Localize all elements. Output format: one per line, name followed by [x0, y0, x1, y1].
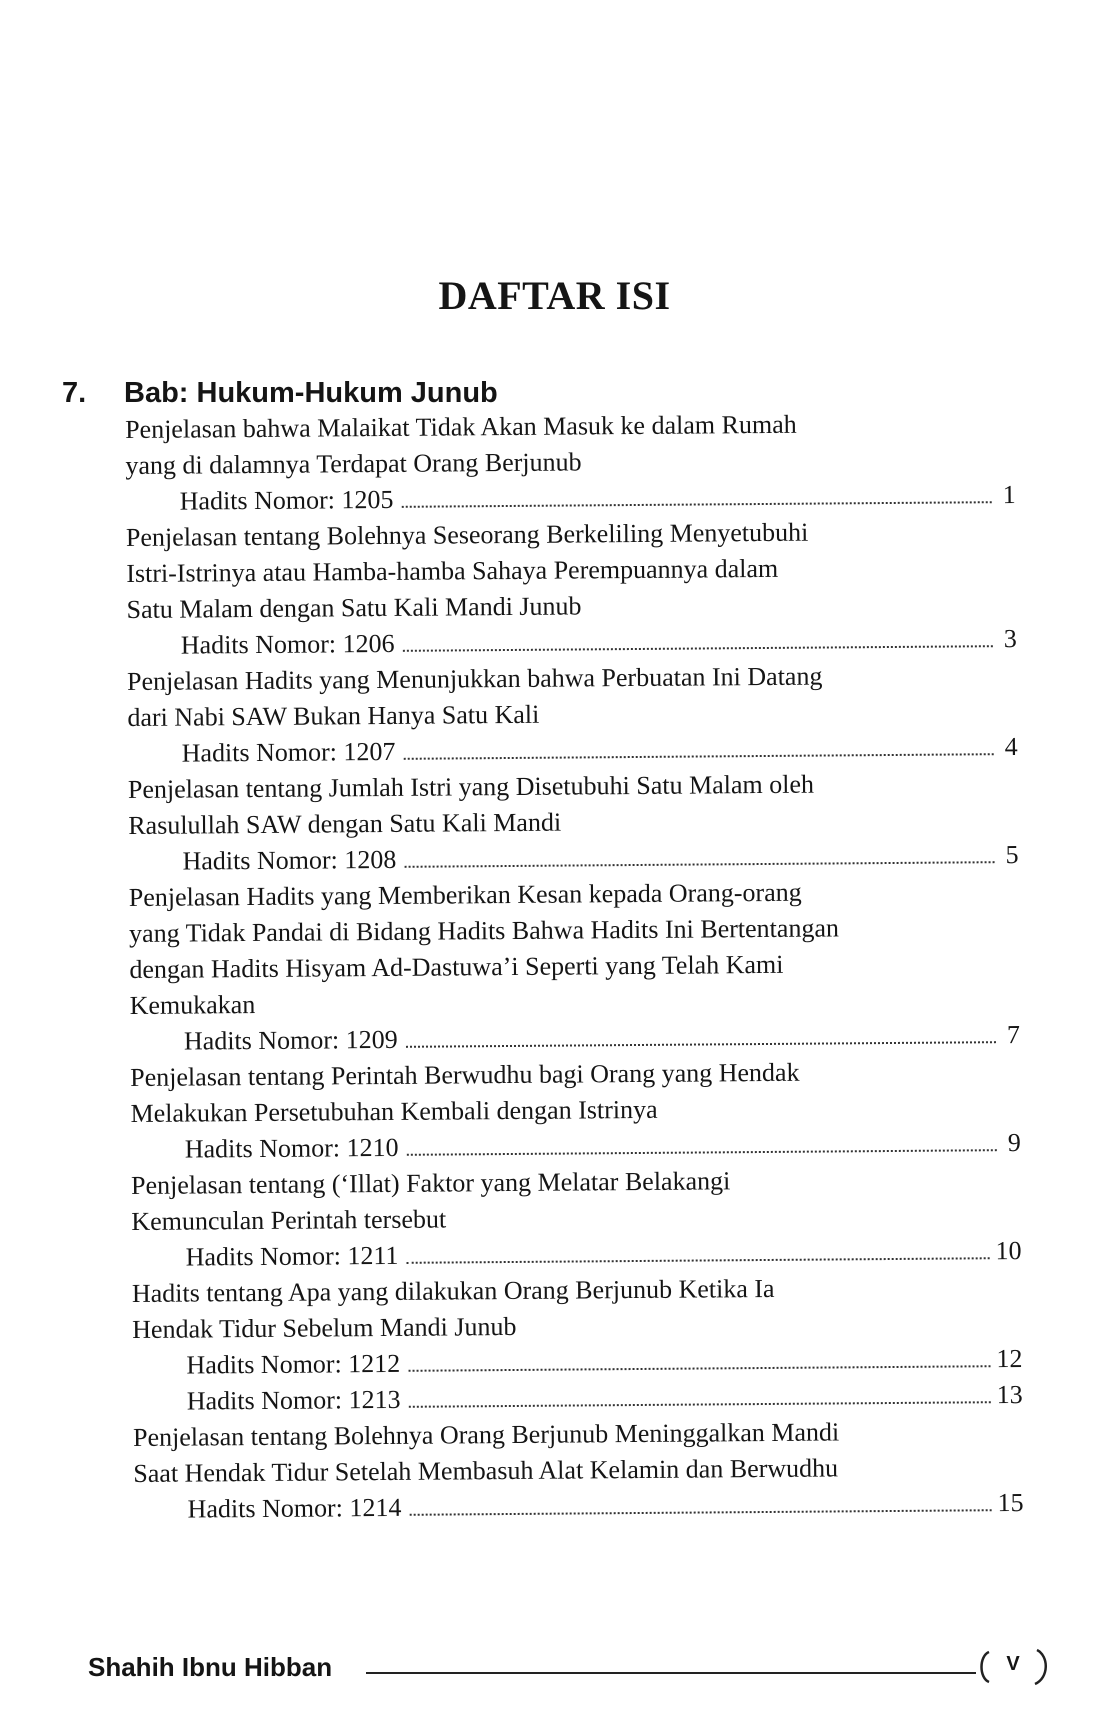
dot-leader	[409, 1401, 991, 1408]
hadith-number-label: Hadits Nomor: 1214	[187, 1492, 402, 1524]
toc-page-number: 5	[1005, 839, 1019, 870]
dot-leader	[402, 501, 992, 508]
dot-leader	[406, 1041, 996, 1048]
toc-page-number: 12	[996, 1343, 1023, 1374]
toc-entry-description-line: Penjelasan tentang Jumlah Istri yang Disetubuhi Satu Malam oleh	[127, 769, 815, 804]
dot-leader	[407, 1149, 997, 1156]
dot-leader	[406, 1257, 989, 1264]
toc-page-number: 15	[997, 1487, 1024, 1518]
toc-entry-description-line: Kemukakan	[129, 989, 256, 1020]
toc-entry-description-line: Kemunculan Perintah tersebut	[131, 1204, 447, 1236]
toc-entry-description-line: Penjelasan Hadits yang Memberikan Kesan kepada Orang-orang	[128, 877, 802, 912]
hadith-number-label: Hadits Nomor: 1205	[179, 484, 394, 516]
toc-entry	[129, 873, 1020, 1060]
toc-entry	[127, 657, 1018, 772]
toc-entry-description-line: Penjelasan tentang Bolehnya Seseorang Berkeliling Menyetubuhi	[125, 517, 809, 552]
toc-entry-description-line: Penjelasan tentang Perintah Berwudhu bagi Orang yang Hendak	[130, 1057, 800, 1092]
page-footer	[88, 1642, 1048, 1692]
toc-entry-description-line: Istri-Istrinya atau Hamba-hamba Sahaya Perempuannya dalam	[126, 553, 779, 588]
page-number: V	[1006, 1653, 1020, 1675]
toc-entry-description-line: dengan Hadits Hisyam Ad-Dastuwa’i Seperti yang Telah Kami	[129, 949, 784, 984]
dot-leader	[403, 645, 993, 652]
dot-leader	[408, 1365, 990, 1372]
toc-page-number: 10	[995, 1235, 1022, 1266]
dot-leader	[409, 1509, 991, 1516]
chapter-label: Bab: Hukum-Hukum Junub	[124, 377, 498, 409]
hadith-number-label: Hadits Nomor: 1208	[182, 844, 397, 876]
toc-entry-description-line: yang Tidak Pandai di Bidang Hadits Bahwa Hadits Ini Bertentangan	[128, 913, 840, 948]
toc-page-number: 4	[1004, 731, 1018, 762]
toc-entry-description-line: Penjelasan tentang Bolehnya Orang Berjunub Meninggalkan Mandi	[132, 1417, 840, 1452]
toc-page-number: 1	[1002, 480, 1016, 510]
dot-leader	[404, 861, 994, 868]
toc-hadith-row[interactable]	[187, 1485, 1023, 1528]
table-of-contents	[125, 405, 1024, 1528]
chapter-number: 7.	[62, 377, 87, 409]
toc-entry-description-line: Hadits tentang Apa yang dilakukan Orang Berjunub Ketika Ia	[131, 1273, 775, 1308]
toc-entry-description-line: Saat Hendak Tidur Setelah Membasuh Alat Kelamin dan Berwudhu	[133, 1453, 839, 1488]
dot-leader	[403, 753, 993, 760]
toc-entry-description-line: Penjelasan bahwa Malaikat Tidak Akan Masuk ke dalam Rumah	[125, 409, 797, 444]
toc-entry	[126, 513, 1017, 664]
hadith-number-label: Hadits Nomor: 1209	[183, 1024, 398, 1056]
book-title: Shahih Ibnu Hibban	[88, 1652, 333, 1682]
toc-entry-description-line: dari Nabi SAW Bukan Hanya Satu Kali	[127, 699, 540, 732]
hadith-number-label: Hadits Nomor: 1206	[180, 628, 395, 660]
toc-entry	[131, 1161, 1022, 1276]
page-title: DAFTAR ISI	[438, 273, 671, 318]
toc-entry	[132, 1269, 1023, 1420]
hadith-number-label: Hadits Nomor: 1212	[186, 1348, 401, 1380]
footer-rule	[366, 1672, 976, 1674]
toc-entry-description-line: Satu Malam dengan Satu Kali Mandi Junub	[126, 591, 582, 624]
chapter-heading	[62, 377, 498, 410]
toc-page-number: 3	[1003, 624, 1017, 654]
toc-entry	[128, 765, 1019, 880]
toc-page-number: 13	[996, 1379, 1023, 1410]
toc-entry-description-line: Penjelasan tentang (‘Illat) Faktor yang Melatar Belakangi	[130, 1166, 731, 1200]
toc-entry	[130, 1053, 1021, 1168]
toc-entry	[125, 405, 1016, 520]
hadith-number-label: Hadits Nomor: 1211	[185, 1240, 399, 1272]
toc-entry-description-line: Melakukan Persetubuhan Kembali dengan Istrinya	[130, 1094, 658, 1128]
toc-page-number: 7	[1006, 1019, 1021, 1050]
toc-entry	[133, 1413, 1024, 1528]
toc-entry-description-line: Penjelasan Hadits yang Menunjukkan bahwa Perbuatan Ini Datang	[127, 661, 823, 696]
toc-entry-description-line: Hendak Tidur Sebelum Mandi Junub	[132, 1311, 517, 1344]
hadith-number-label: Hadits Nomor: 1210	[184, 1132, 399, 1164]
toc-entry-description-line: yang di dalamnya Terdapat Orang Berjunub	[125, 447, 582, 480]
page-number-badge	[975, 1646, 1051, 1688]
toc-page-number: 9	[1007, 1127, 1021, 1158]
hadith-number-label: Hadits Nomor: 1207	[181, 736, 396, 768]
toc-entry-description-line: Rasulullah SAW dengan Satu Kali Mandi	[128, 807, 562, 840]
hadith-number-label: Hadits Nomor: 1213	[186, 1384, 401, 1416]
